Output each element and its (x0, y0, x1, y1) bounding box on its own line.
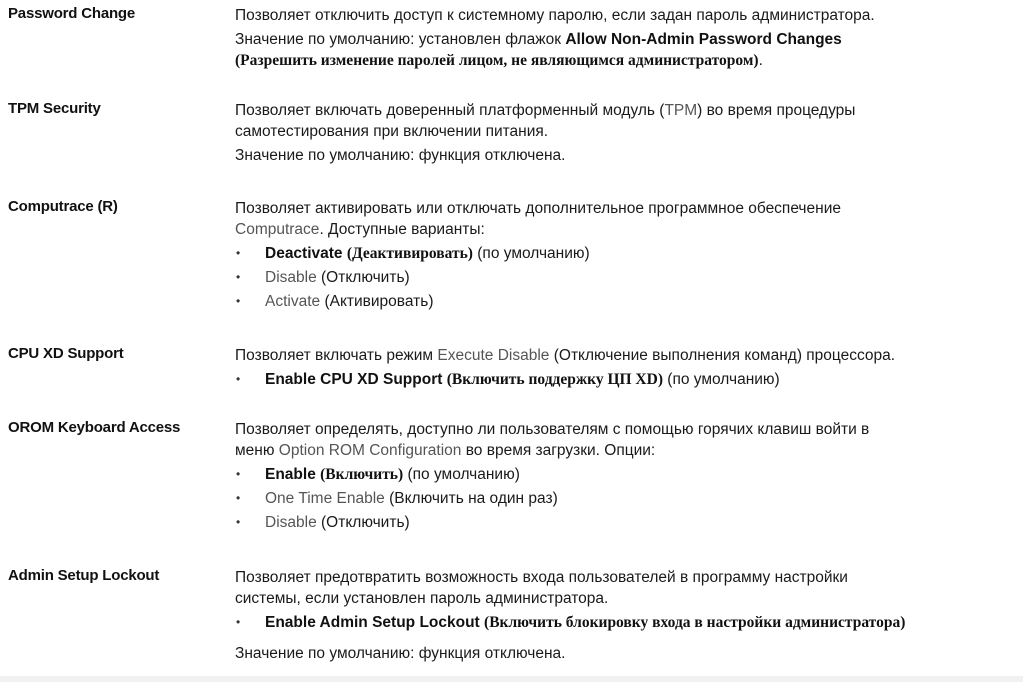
list-item: • One Time Enable (Включить на один раз) (236, 490, 558, 507)
text: . Доступные варианты: (319, 221, 485, 238)
term-tpm-security: TPM Security (8, 100, 101, 117)
text: Позволяет включать доверенный платформенный модуль ( (235, 102, 665, 119)
option-list (235, 369, 1020, 390)
default-line (235, 29, 1020, 50)
list-item (235, 243, 1020, 264)
option-suffix: (по умолчанию) (403, 466, 520, 483)
term-password-change: Password Change (8, 5, 136, 22)
option-en: One Time Enable (265, 490, 385, 507)
option-en: Deactivate (265, 245, 343, 262)
option-list (235, 612, 1020, 633)
desc-line (235, 219, 1020, 240)
desc-line: самотестирования при включении питания. (235, 123, 549, 140)
bullet-icon: • (236, 372, 241, 386)
tpm-abbr: TPM (664, 102, 698, 119)
option-ru: (Включить) (320, 466, 404, 483)
option-suffix: (по умолчанию) (663, 371, 780, 388)
option-ru: Отключить (326, 514, 405, 531)
text: ) во время процедуры (697, 102, 856, 119)
option-ru: (Включить блокировку входа в настройки администратора) (484, 614, 906, 631)
option-en: Enable Admin Setup Lockout (265, 614, 480, 631)
desc-tpm-security (235, 100, 1020, 166)
desc-line (235, 100, 1020, 121)
option-ru: (Деактивировать) (346, 245, 473, 262)
option-ru: (Включить поддержку ЦП XD) (446, 371, 663, 388)
text: Позволяет включать режим (235, 347, 438, 364)
option-suffix: (по умолчанию) (472, 245, 590, 262)
desc-orom-keyboard-access (235, 419, 1020, 536)
list-item: • Disable (Отключить) (236, 514, 410, 531)
desc-password-change (235, 5, 1020, 71)
default-line: Значение по умолчанию: функция отключена. (235, 645, 566, 662)
default-prefix: Значение по умолчанию: установлен флажок (235, 31, 566, 48)
option-en: Enable (265, 466, 316, 483)
bullet-icon: • (236, 270, 241, 284)
list-item (235, 612, 1020, 633)
desc-admin-setup-lockout (235, 567, 1020, 664)
default-translation: (Разрешить изменение паролей лицом, не являющимся администратором) (235, 52, 759, 69)
menu-name: Option ROM Configuration (278, 442, 462, 459)
desc-cpu-xd-support (235, 345, 1020, 393)
term-admin-setup-lockout: Admin Setup Lockout (8, 567, 160, 584)
desc-line: Позволяет предотвратить возможность входа пользователей в программу настройки (235, 569, 848, 586)
option-list (235, 464, 1020, 533)
desc-line (235, 440, 1020, 461)
bullet-icon: • (236, 294, 241, 308)
default-translation-line (235, 50, 1020, 71)
desc-line: Позволяет отключить доступ к системному паролю, если задан пароль администратора. (235, 7, 875, 24)
option-en: Disable (265, 514, 317, 531)
option-en: Activate (265, 293, 321, 310)
term-cpu-xd-support: CPU XD Support (8, 345, 124, 362)
desc-line: системы, если установлен пароль администратора. (235, 590, 609, 607)
bottom-divider (0, 676, 1023, 682)
option-ru: Активировать (329, 293, 429, 310)
list-item (235, 369, 1020, 390)
mode-name: Execute Disable (437, 347, 550, 364)
text: (Отключение выполнения команд) процессора. (549, 347, 896, 364)
desc-line: Позволяет определять, доступно ли пользователям с помощью горячих клавиш войти в (235, 421, 870, 438)
bullet-icon: • (236, 491, 241, 505)
bullet-icon: • (236, 515, 241, 529)
text: во время загрузки. Опции: (461, 442, 656, 459)
bullet-icon: • (236, 246, 241, 260)
text: меню (235, 442, 279, 459)
list-item: • Activate (Активировать) (236, 293, 434, 310)
default-option: Allow Non-Admin Password Changes (565, 31, 842, 48)
default-end: . (758, 52, 763, 69)
option-list (235, 243, 1020, 312)
bullet-icon: • (236, 615, 241, 629)
product-name: Computrace (235, 221, 320, 238)
option-en: Disable (265, 269, 317, 286)
default-line: Значение по умолчанию: функция отключена. (235, 147, 566, 164)
option-ru: Включить на один раз (394, 490, 553, 507)
option-en: Enable CPU XD Support (265, 371, 443, 388)
term-computrace: Computrace (R) (8, 198, 118, 215)
term-orom-keyboard-access: OROM Keyboard Access (8, 419, 181, 436)
desc-computrace (235, 198, 1020, 315)
bullet-icon: • (236, 467, 241, 481)
desc-line (235, 345, 1020, 366)
option-ru: Отключить (326, 269, 405, 286)
desc-line: Позволяет активировать или отключать дополнительное программное обеспечение (235, 200, 841, 217)
list-item (235, 464, 1020, 485)
list-item: • Disable (Отключить) (236, 269, 410, 286)
